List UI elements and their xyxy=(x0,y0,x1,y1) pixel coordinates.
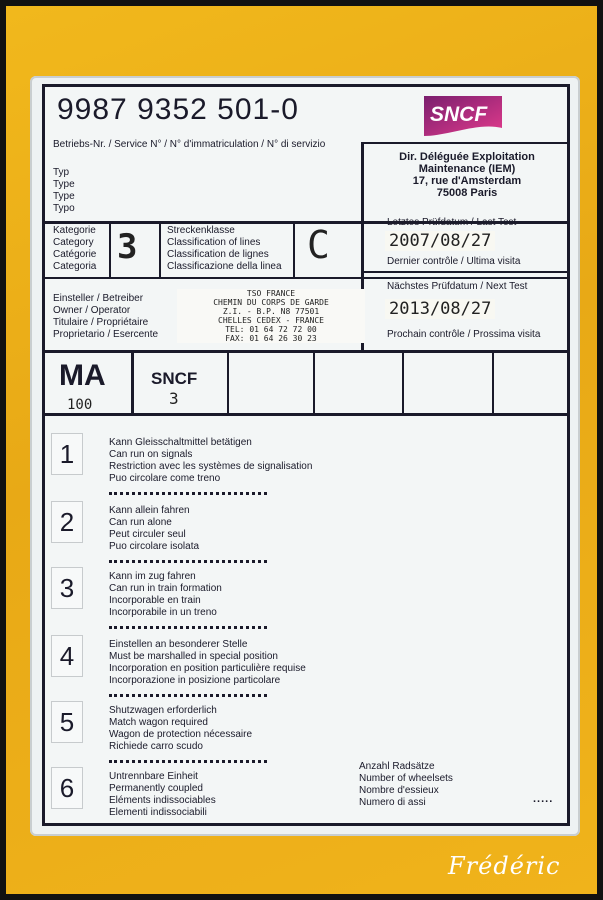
rule-separator xyxy=(109,760,267,763)
line-class-label-en: Classification of lines xyxy=(167,237,261,248)
type-label-fr: Type xyxy=(53,191,75,202)
rule-line: Shutzwagen erforderlich xyxy=(109,705,217,716)
rule-line: Richiede carro scudo xyxy=(109,741,203,752)
address-line: Maintenance (IEM) xyxy=(418,163,516,175)
rule-line: Kann Gleisschaltmittel betätigen xyxy=(109,437,252,448)
photographer-watermark: Frédéric xyxy=(448,852,561,880)
rule-line: Match wagon required xyxy=(109,717,208,728)
line-class-value: C xyxy=(307,223,330,267)
category-label-de: Kategorie xyxy=(53,225,96,236)
next-test-value: 2013/08/27 xyxy=(385,299,495,319)
last-test-label: Letztes Prüfdatum / Last Test xyxy=(387,217,517,228)
rule-line: Can run in train formation xyxy=(109,583,222,594)
wheelsets-label xyxy=(359,761,453,809)
category-label-it: Categoria xyxy=(53,261,97,272)
address-line: 75008 Paris xyxy=(436,187,498,199)
rule-line: Puo circolare come treno xyxy=(109,473,221,484)
owner-label xyxy=(53,293,158,341)
wagon-number: 9987 9352 501-0 xyxy=(57,93,299,126)
rule-line: Kann im zug fahren xyxy=(109,571,196,582)
stamp-line: Z.I. - B.P. N8 77501 xyxy=(222,307,320,316)
sncf-code: SNCF xyxy=(151,369,198,388)
rule-line: Wagon de protection nécessaire xyxy=(109,729,253,740)
operator-address xyxy=(367,151,567,199)
wheelsets-label-fr: Nombre d'essieux xyxy=(359,785,439,796)
type-label-en: Type xyxy=(53,179,75,190)
rule-line: Must be marshalled in special position xyxy=(109,651,278,662)
stamp-line: CHEMIN DU CORPS DE GARDE xyxy=(213,298,329,307)
rule-separator xyxy=(109,492,267,495)
stamp-line: TSO FRANCE xyxy=(246,289,296,298)
rule-number: 6 xyxy=(51,767,83,809)
ma-code: MA xyxy=(59,359,106,392)
line-class-label-it: Classificazione della linea xyxy=(167,261,282,272)
line-class-label-fr: Classification de lignes xyxy=(167,249,269,260)
type-label-de: Typ xyxy=(53,167,70,178)
rule-line: Eléments indissociables xyxy=(109,795,216,806)
sncf-logo-text: SNCF xyxy=(430,103,488,126)
category-label-fr: Catégorie xyxy=(53,249,97,260)
service-number-label: Betriebs-Nr. / Service N° / N° d'immatriculation / N° di servizio xyxy=(53,139,326,150)
sncf-sub: 3 xyxy=(169,389,179,408)
rule-number: 4 xyxy=(51,635,83,677)
rule-line: Can run alone xyxy=(109,517,172,528)
rule-separator xyxy=(109,694,267,697)
rule-number: 5 xyxy=(51,701,83,743)
rule-line: Kann allein fahren xyxy=(109,505,190,516)
type-label-it: Typo xyxy=(53,203,75,214)
last-test-value: 2007/08/27 xyxy=(385,231,495,251)
category-label xyxy=(53,225,96,273)
rule-line: Incorporazione in posizione particolare xyxy=(109,675,281,686)
wheelsets-label-de: Anzahl Radsätze xyxy=(359,761,435,772)
address-line: Dir. Déléguée Exploitation xyxy=(399,151,535,163)
rule-line: Incorporable en train xyxy=(109,595,201,606)
owner-label-de: Einsteller / Betreiber xyxy=(53,293,144,304)
owner-label-it: Proprietario / Esercente xyxy=(53,329,159,340)
rule-line: Incorporation en position particulière requise xyxy=(109,663,306,674)
stamp-line: TEL: 01 64 72 72 00 xyxy=(225,325,317,334)
owner-label-fr: Titulaire / Propriétaire xyxy=(53,317,149,328)
rule-number: 2 xyxy=(51,501,83,543)
rule-line: Peut circuler seul xyxy=(109,529,186,540)
category-value: 3 xyxy=(117,227,138,267)
inspection-sheet xyxy=(42,84,570,826)
ma-sub: 100 xyxy=(67,397,93,413)
rule-line: Incorporabile in un treno xyxy=(109,607,217,618)
rule-line: Permanently coupled xyxy=(109,783,203,794)
wheelsets-label-en: Number of wheelsets xyxy=(359,773,453,784)
sncf-logo-icon xyxy=(418,92,508,140)
last-test-sub: Dernier contrôle / Ultima visita xyxy=(387,256,521,267)
owner-label-en: Owner / Operator xyxy=(53,305,131,316)
stamp-line: CHELLES CEDEX - FRANCE xyxy=(218,316,324,325)
rule-line: Can run on signals xyxy=(109,449,193,460)
next-test-label: Nächstes Prüfdatum / Next Test xyxy=(387,281,528,292)
owner-stamp xyxy=(177,289,365,343)
rule-number: 1 xyxy=(51,433,83,475)
rule-number: 3 xyxy=(51,567,83,609)
rule-separator xyxy=(109,626,267,629)
rule-line: Elementi indissociabili xyxy=(109,807,207,818)
rule-separator xyxy=(109,560,267,563)
line-class-label-de: Streckenklasse xyxy=(167,225,235,236)
next-test-sub: Prochain contrôle / Prossima visita xyxy=(387,329,541,340)
line-class-label xyxy=(167,225,282,273)
rule-line: Einstellen an besonderer Stelle xyxy=(109,639,248,650)
category-label-en: Category xyxy=(53,237,94,248)
address-line: 17, rue d'Amsterdam xyxy=(412,175,522,187)
wheelsets-value: ..... xyxy=(533,793,554,805)
rule-line: Restriction avec les systèmes de signalisation xyxy=(109,461,313,472)
rule-line: Untrennbare Einheit xyxy=(109,771,198,782)
stamp-line: FAX: 01 64 26 30 23 xyxy=(225,334,317,343)
wheelsets-label-it: Numero di assi xyxy=(359,797,426,808)
rule-line: Puo circolare isolata xyxy=(109,541,200,552)
